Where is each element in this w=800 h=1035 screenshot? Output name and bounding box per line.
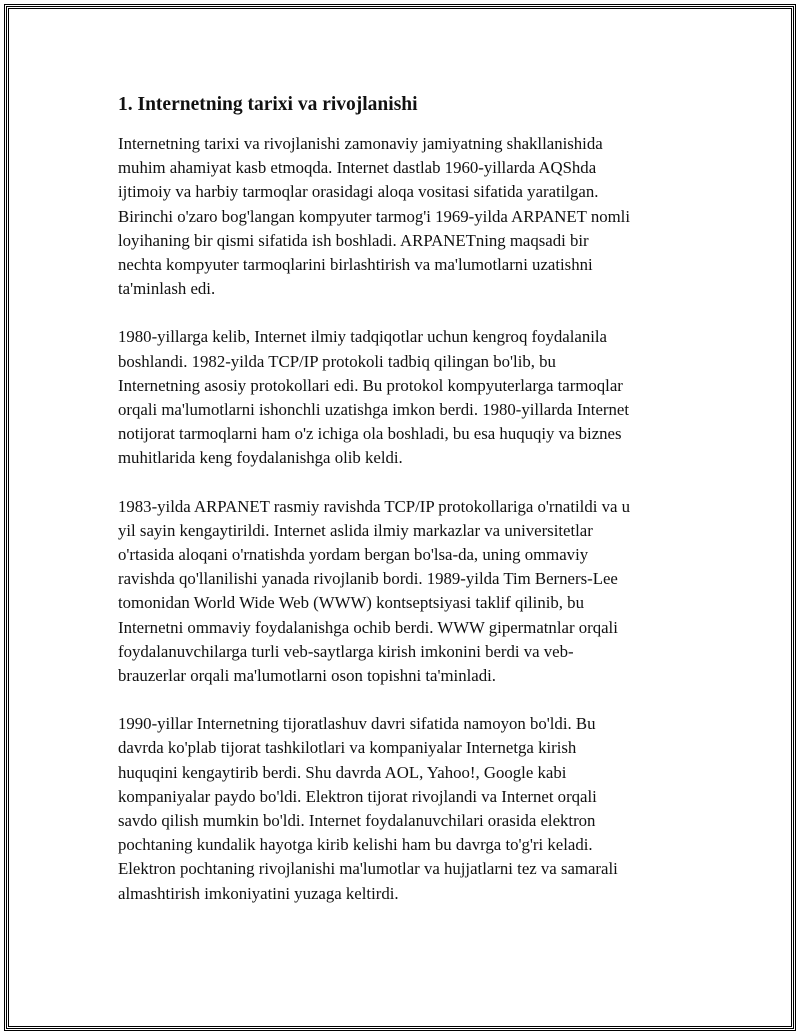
paragraph-3: 1983-yilda ARPANET rasmiy ravishda TCP/IP protokollariga o'rnatildi va u yil sayin kengaytirildi. Internet aslida ilmiy markazlar va universitetlar o'rtasida aloqani o'rnatishda yordam bergan bo'lsa-da, uning ommaviy ravishda qo'llanilishi yanada rivojlanib bordi. 1989-yilda Tim Berners-Lee tomonidan World Wide Web (WWW) kontseptsiyasi taklif qilinib, bu Internetni ommaviy foydalanishga ochib berdi. WWW gipermatnlar orqali foydalanuvchilarga turli veb-saytlarga kirish imkonini berdi va veb- brauzerlar orqali ma'lumotlarni oson topishni ta'minladi. xyxy=(118,496,631,686)
document-body xyxy=(118,92,688,930)
paragraph-4: 1990-yillar Internetning tijoratlashuv davri sifatida namoyon bo'ldi. Bu davrda ko'plab tijorat tashkilotlari va kompaniyalar Internetga kirish huquqini kengaytirib berdi. Shu davrda AOL, Yahoo!, Google kabi kompaniyalar paydo bo'ldi. Elektron tijorat rivojlandi va Internet orqali savdo qilish mumkin bo'ldi. Internet foydalanuvchilari orasida elektron pochtaning kundalik hayotga kirib kelishi ham bu davrga to'g'ri keladi. Elektron pochtaning rivojlanishi ma'lumotlar va hujjatlarni tez va samarali almashtirish imkoniyatini yuzaga keltirdi. xyxy=(118,714,618,903)
paragraph-2: 1980-yillarga kelib, Internet ilmiy tadqiqotlar uchun kengroq foydalanila boshlandi. 1982-yilda TCP/IP protokoli tadbiq qilingan bo'lib, bu Internetning asosiy protokollari edi. Bu protokol kompyuterlarga tarmoqlar orqali ma'lumotlarni ishonchli uzatishga imkon berdi. 1980-yillarda Internet notijorat tarmoqlarni ham o'z ichiga ola boshladi, bu esa huquqiy va biznes muhitlarida keng foydalanishga olib keldi. xyxy=(118,327,629,468)
paragraph-1: Internetning tarixi va rivojlanishi zamonaviy jamiyatning shakllanishida muhim ahamiyat kasb etmoqda. Internet dastlab 1960-yillarda AQShda ijtimoiy va harbiy tarmoqlar orasidagi aloqa vositasi sifatida yaratilgan. Birinchi o'zaro bog'langan kompyuter tarmog'i 1969-yilda ARPANET nomli loyihaning bir qismi sifatida ish boshladi. ARPANETning maqsadi bir nechta kompyuter tarmoqlarini birlashtirish va ma'lumotlarni uzatishni ta'minlash edi. xyxy=(118,134,630,299)
section-heading: 1. Internetning tarixi va rivojlanishi xyxy=(118,94,418,115)
